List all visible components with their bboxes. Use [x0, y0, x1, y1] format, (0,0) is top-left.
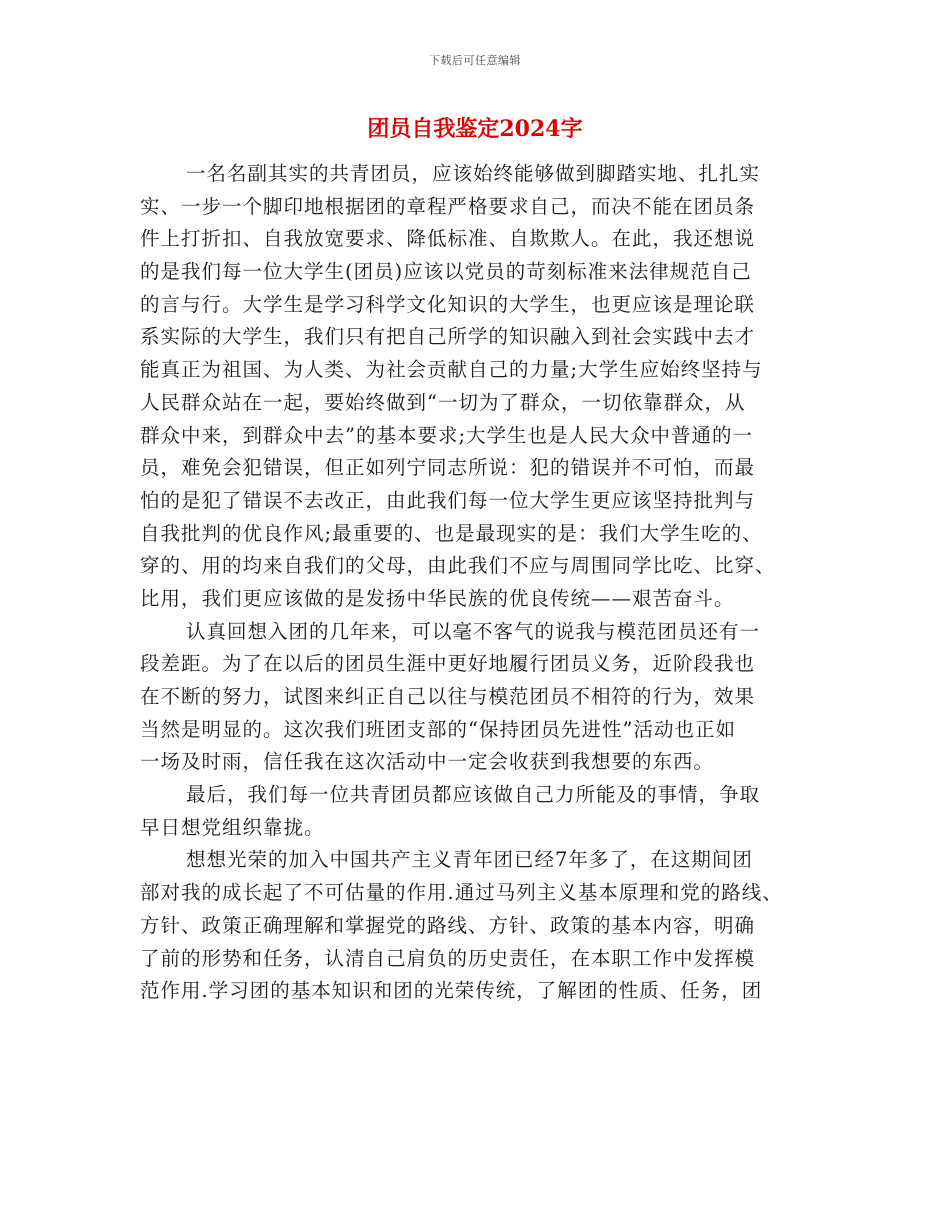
text-line: 件上打折扣、自我放宽要求、降低标准、自欺欺人。在此，我还想说	[140, 227, 756, 251]
text-line: 员，难免会犯错误，但正如列宁同志所说：犯的错误并不可怕，而最	[140, 456, 756, 480]
page-header: 下载后可任意编辑	[429, 54, 521, 67]
text-line: 穿的、用的均来自我们的父母，由此我们不应与周围同学比吃、比穿、	[140, 554, 776, 578]
text-line: 早日想党组织靠拢。	[140, 815, 325, 839]
text-line: 的是我们每一位大学生(团员)应该以党员的苛刻标准来法律规范自己	[140, 260, 752, 284]
text-line: 系实际的大学生，我们只有把自己所学的知识融入到社会实践中去才	[140, 325, 756, 349]
text-line: 的言与行。大学生是学习科学文化知识的大学生，也更应该是理论联	[140, 292, 756, 316]
text-line: 段差距。为了在以后的团员生涯中更好地履行团员义务，近阶段我也	[140, 652, 756, 676]
document-body	[140, 158, 820, 1008]
text-line: 在不断的努力，试图来纠正自己以往与模范团员不相符的行为，效果	[140, 685, 756, 708]
text-line: 一场及时雨，信任我在这次活动中一定会收获到我想要的东西。	[140, 750, 715, 774]
text-line: 一名名副其实的共青团员，应该始终能够做到脚踏实地、扎扎实	[186, 162, 761, 185]
text-line: 自我批判的优良作风;最重要的、也是最现实的是：我们大学生吃的、	[140, 521, 763, 545]
text-line: 比用，我们更应该做的是发扬中华民族的优良传统——艰苦奋斗。	[140, 586, 735, 610]
text-line: 能真正为祖国、为人类、为社会贡献自己的力量;大学生应始终坚持与	[140, 358, 763, 382]
text-line: 方针、政策正确理解和掌握党的路线、方针、政策的基本内容，明确	[140, 913, 756, 937]
text-line: 认真回想入团的几年来，可以毫不客气的说我与模范团员还有一	[186, 619, 761, 643]
text-line: 群众中来，到群众中去”的基本要求;大学生也是人民大众中普通的一	[140, 423, 754, 447]
text-line: 怕的是犯了错误不去改正，由此我们每一位大学生更应该坚持批判与	[140, 488, 756, 512]
text-line: 最后，我们每一位共青团员都应该做自己力所能及的事情，争取	[186, 783, 761, 807]
text-line: 范作用.学习团的基本知识和团的光荣传统，了解团的性质、任务，团	[140, 979, 763, 1003]
text-line: 实、一步一个脚印地根据团的章程严格要求自己，而决不能在团员条	[140, 194, 756, 218]
text-line: 人民群众站在一起，要始终做到“一切为了群众，一切依靠群众，从	[140, 390, 746, 414]
text-line: 了前的形势和任务，认清自己肩负的历史责任，在本职工作中发挥模	[140, 946, 756, 970]
text-line: 部对我的成长起了不可估量的作用.通过马列主义基本原理和党的路线、	[140, 881, 783, 905]
text-line: 当然是明显的。这次我们班团支部的“保持团员先进性”活动也正如	[140, 717, 736, 741]
text-line: 想想光荣的加入中国共产主义青年团已经7年多了，在这期间团	[186, 848, 753, 872]
document-title: 团员自我鉴定2024字	[367, 116, 583, 142]
